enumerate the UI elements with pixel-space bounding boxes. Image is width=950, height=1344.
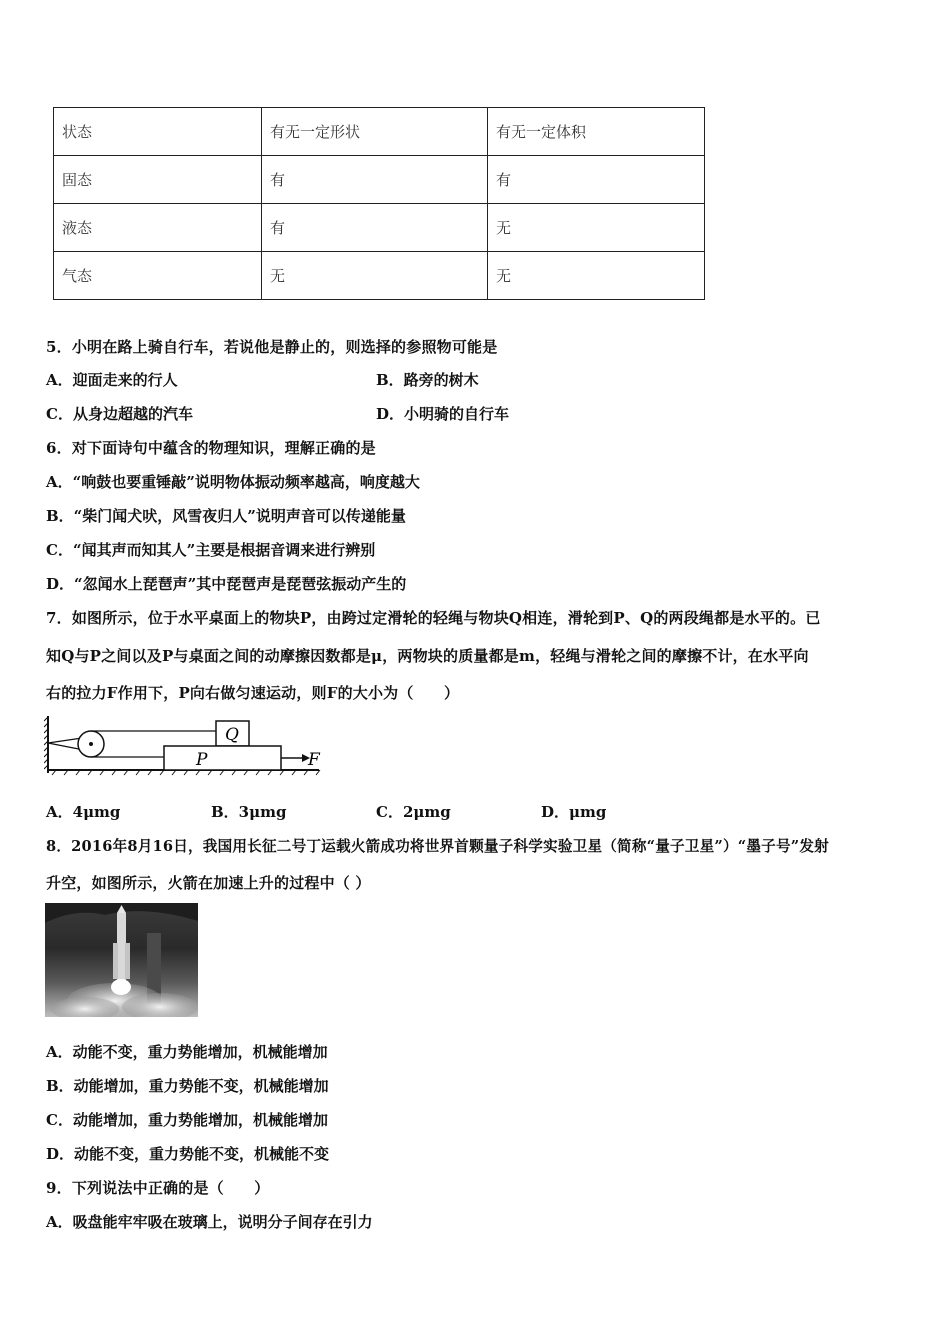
- q7-stem-line-3: 右的拉力F作用下，P向右做匀速运动，则F的大小为（ ）: [46, 684, 460, 702]
- table-cell: 有无一定体积: [488, 108, 705, 156]
- table-cell: 有无一定形状: [262, 108, 488, 156]
- label-p: P: [196, 750, 208, 770]
- q7-stem-line-1: 7．如图所示，位于水平桌面上的物块P，由跨过定滑轮的轻绳与物块Q相连，滑轮到P、Q的两段绳都是水平的。已: [46, 609, 821, 627]
- q8-option-d: D．动能不变，重力势能不变，机械能不变: [46, 1145, 330, 1163]
- q9-stem: 9．下列说法中正确的是（ ）: [46, 1179, 270, 1197]
- table-cell: 有: [262, 156, 488, 204]
- table-cell: 固态: [54, 156, 262, 204]
- q7-option-b: B．3μmg: [211, 803, 287, 821]
- table-cell: 状态: [54, 108, 262, 156]
- label-f: F: [308, 750, 320, 770]
- q5-option-b: B．路旁的树木: [376, 371, 479, 389]
- table-cell: 液态: [54, 204, 262, 252]
- table-header-row: [54, 108, 705, 156]
- table-cell: 无: [488, 204, 705, 252]
- table-cell: 无: [488, 252, 705, 300]
- q6-option-c: C．“闻其声而知其人”主要是根据音调来进行辨别: [46, 541, 376, 559]
- table-row: [54, 204, 705, 252]
- q8-stem-line-2: 升空，如图所示，火箭在加速上升的过程中（ ）: [46, 874, 371, 892]
- rocket-launch-photo: [45, 903, 198, 1017]
- q6-stem: 6．对下面诗句中蕴含的物理知识，理解正确的是: [46, 439, 376, 457]
- q5-option-a: A．迎面走来的行人: [46, 371, 178, 389]
- q8-option-a: A．动能不变，重力势能增加，机械能增加: [46, 1043, 328, 1061]
- q8-stem-line-1: 8．2016年8月16日，我国用长征二号丁运载火箭成功将世界首颗量子科学实验卫星（简称“量子卫星”）“墨子号”发射: [46, 838, 829, 855]
- pulley-figure: [44, 713, 329, 778]
- table-row: [54, 252, 705, 300]
- q7-stem-line-2: 知Q与P之间以及P与桌面之间的动摩擦因数都是μ，两物块的质量都是m，轻绳与滑轮之间的摩擦不计，在水平向: [46, 647, 809, 665]
- q9-option-a: A．吸盘能牢牢吸在玻璃上，说明分子间存在引力: [46, 1213, 373, 1231]
- label-q: Q: [225, 725, 239, 745]
- table-cell: 有: [262, 204, 488, 252]
- states-table: [53, 107, 705, 300]
- table-row: [54, 156, 705, 204]
- q8-option-c: C．动能增加，重力势能增加，机械能增加: [46, 1111, 328, 1129]
- q6-option-b: B．“柴门闻犬吠，风雪夜归人”说明声音可以传递能量: [46, 507, 406, 525]
- q7-option-d: D．μmg: [541, 803, 607, 821]
- q6-option-d: D．“忽闻水上琵琶声”其中琵琶声是琵琶弦振动产生的: [46, 575, 407, 593]
- q5-stem: 5．小明在路上骑自行车，若说他是静止的，则选择的参照物可能是: [46, 338, 498, 356]
- q7-option-a: A．4μmg: [46, 803, 121, 821]
- q7-option-c: C．2μmg: [376, 803, 451, 821]
- q5-option-c: C．从身边超越的汽车: [46, 405, 193, 423]
- table-cell: 有: [488, 156, 705, 204]
- table-cell: 气态: [54, 252, 262, 300]
- block-p: [164, 746, 281, 770]
- table-cell: 无: [262, 252, 488, 300]
- q8-option-b: B．动能增加，重力势能不变，机械能增加: [46, 1077, 329, 1095]
- q6-option-a: A．“响鼓也要重锤敲”说明物体振动频率越高，响度越大: [46, 473, 420, 491]
- rocket-icon: [45, 903, 198, 1017]
- q5-option-d: D．小明骑的自行车: [376, 405, 510, 423]
